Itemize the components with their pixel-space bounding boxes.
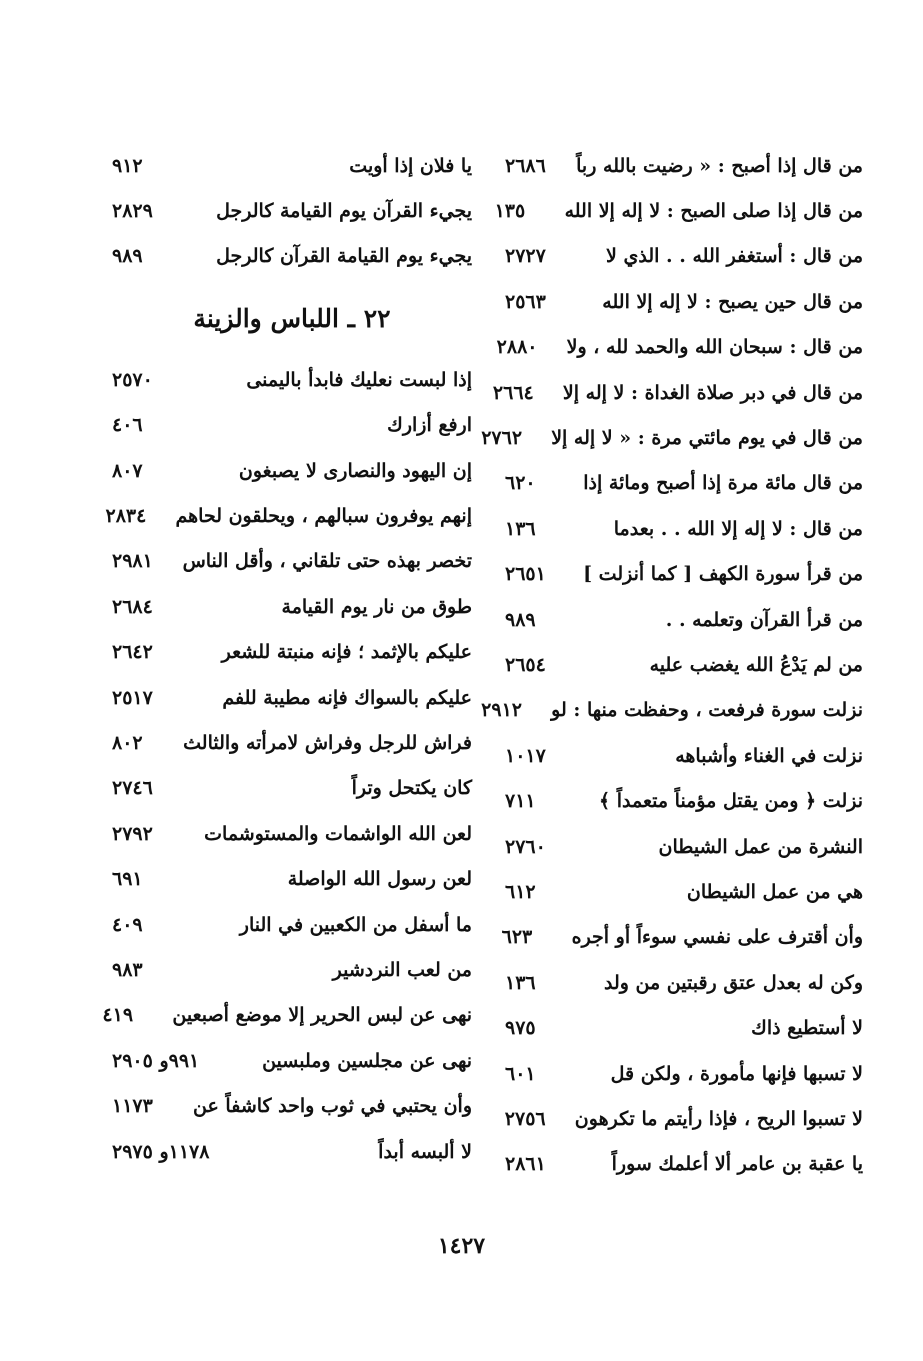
entry-number: ٩٧٥ [505,1017,536,1040]
index-entry [505,733,863,778]
index-entry [505,552,863,597]
entry-text: من قال : سبحان الله والحمد لله ، ولا [566,336,863,359]
entry-number: ١١٧٣ [112,1095,153,1118]
index-entry [112,1038,472,1083]
entry-text: من قال في يوم مائتي مرة : « لا إله إلا [551,427,863,450]
entry-text: إذا لبست نعليك فابدأ باليمنى [246,368,472,391]
entry-text: من قال إذا صلى الصبح : لا إله إلا الله [564,200,863,223]
entry-text: وأن يحتبي في ثوب واحد كاشفاً عن [193,1095,472,1118]
entry-text: يا فلان إذا أويت [349,154,472,177]
entry-number: ١٣٥ [494,200,526,223]
entry-number: ٢٨٦١ [505,1153,546,1176]
entry-number: ٢٦٥٤ [505,653,546,676]
index-entry [505,642,863,687]
entry-text: نزلت ﴿ ومن يقتل مؤمناً متعمداً ﴾ [598,790,863,813]
index-entry [112,947,472,992]
index-entry [112,188,472,233]
left-column-top [112,143,472,279]
entry-number: ٦٩١ [112,868,143,891]
index-entry [112,357,472,402]
index-entry [494,188,863,233]
entry-text: يجيء يوم القيامة القرآن كالرجل [216,245,472,268]
entry-number: ٢٨٢٩ [112,200,153,223]
section-heading: ٢٢ ـ اللباس والزينة [193,303,391,333]
index-entry [505,143,863,188]
index-entry [496,325,863,370]
index-entry [112,584,472,629]
entry-number: ١٠١٧ [505,744,546,767]
entry-text: وأن أقترف على نفسي سوءاً أو أجره [571,926,863,949]
entry-number: ٢٩٨١ [112,550,153,573]
entry-number: ٢٦٦٤ [492,381,534,404]
index-entry [505,869,863,914]
page-number: ١٤٢٧ [437,1233,486,1259]
entry-text: لعن الله الواشمات والمستوشمات [204,822,472,845]
index-entry [112,143,472,188]
entry-text: طوق من نار يوم القيامة [281,595,472,618]
entry-text: فراش للرجل وفراش لامرأته والثالث [183,731,472,754]
index-entry [492,370,863,415]
entry-number: ٢٦٤٢ [112,641,153,664]
entry-text: من لعب النردشير [332,958,472,981]
entry-text: النشرة من عمل الشيطان [658,835,863,858]
entry-text: لا تسبوا الريح ، فإذا رأيتم ما تكرهون [574,1107,863,1130]
entry-number: ٢٧٦٢ [481,427,523,450]
entry-number: ٢٦٨٤ [112,595,153,618]
index-entry [112,902,472,947]
entry-text: إنهم يوفرون سبالهم ، ويحلقون لحاهم [175,505,472,528]
entry-number: ٤١٩ [102,1004,134,1027]
entry-number: ٦١٢ [505,880,536,903]
entry-text: نزلت سورة فرفعت ، وحفظت منها : لو [551,699,863,722]
left-column-bottom [102,357,472,1174]
entry-number: ٩٨٩ [112,245,143,268]
entry-text: تخصر بهذه حتى تلقاني ، وأقل الناس [182,550,472,573]
entry-number: ٩١٢ [112,154,143,177]
index-entry [505,1051,863,1096]
entry-number: ٢٧٦٠ [505,835,546,858]
index-entry [102,993,472,1038]
entry-text: لا أستطيع ذاك [751,1017,863,1040]
index-column-left [102,143,472,1174]
index-entry [505,461,863,506]
index-entry [112,539,472,584]
index-entry [505,506,863,551]
index-entry [501,915,863,960]
entry-text: من قال إذا أصبح : « رضيت بالله رباً [576,154,863,177]
entry-text: من لم يَدْعُ الله يغضب عليه [649,653,863,676]
entry-number: ٢٨٨٠ [496,336,538,359]
entry-text: وكن له بعدل عتق رقبتين من ولد [604,971,863,994]
index-entry [112,856,472,901]
entry-number: ٢٥٧٠ [112,368,153,391]
entry-text: لعن رسول الله الواصلة [287,868,472,891]
entry-number: ٧١١ [505,790,536,813]
entry-number: ٩٨٩ [505,608,536,631]
index-entry [112,403,472,448]
entry-text: من قرأ سورة الكهف [ كما أنزلت ] [583,563,863,586]
index-entry [505,1005,863,1050]
index-entry [505,597,863,642]
index-entry [112,720,472,765]
index-entry [505,824,863,869]
index-entry [481,688,863,733]
entry-number: ٤٠٩ [112,913,143,936]
index-entry [112,766,472,811]
entry-number: ٦٢٣ [501,926,533,949]
entry-number: ٢٦٨٦ [505,154,546,177]
entry-text: عليكم بالإثمد ؛ فإنه منبتة للشعر [221,641,472,664]
entry-number: ١٣٦ [505,517,536,540]
entry-number: ٢٧٥٦ [504,1107,546,1130]
index-entry [112,234,472,279]
index-entry [505,960,863,1005]
entry-number: ٢٧٤٦ [112,777,153,800]
index-entry [112,811,472,856]
index-entry [505,234,863,279]
index-entry [112,1083,472,1128]
entry-number: ٢٥١٧ [112,686,153,709]
entry-text: نهى عن مجلسين وملبسين [262,1049,472,1072]
entry-text: من قرأ القرآن وتعلمه . . [665,608,863,631]
index-entry [505,279,863,324]
entry-number: ٦٠١ [505,1062,536,1085]
entry-text: نزلت في الغناء وأشباهه [675,744,863,767]
entry-text: يجيء القرآن يوم القيامة كالرجل [216,200,472,223]
entry-text: من قال مائة مرة إذا أصبح ومائة إذا [583,472,863,495]
entry-number: ٢٧٢٧ [505,245,546,268]
entry-number: ٢٦٥١ [505,563,546,586]
index-entry [112,448,472,493]
index-entry [105,493,472,538]
entry-text: هي من عمل الشيطان [686,880,863,903]
entry-text: من قال حين يصبح : لا إله إلا الله [602,290,863,313]
entry-text: لا تسبها فإنها مأمورة ، ولكن قل [610,1062,863,1085]
index-entry [112,675,472,720]
index-entry [112,1129,472,1174]
entry-text: ارفع أزارك [387,414,472,437]
entry-number: ٨٠٧ [112,459,143,482]
entry-number: ٨٠٢ [112,731,143,754]
entry-number: ١٣٦ [505,971,536,994]
index-entry [505,1142,863,1187]
entry-text: نهى عن لبس الحرير إلا موضع أصبعين [172,1004,472,1027]
entry-text: كان يكتحل وتراً [351,777,472,800]
entry-number: ٢٧٩٢ [112,822,153,845]
entry-number: ١١٧٨و ٢٩٧٥ [112,1140,210,1163]
entry-text: عليكم بالسواك فإنه مطيبة للفم [222,686,472,709]
entry-text: إن اليهود والنصارى لا يصبغون [238,459,472,482]
entry-text: من قال في دبر صلاة الغداة : لا إله إلا [562,381,863,404]
index-entry [481,415,863,460]
entry-number: ٦٢٠ [505,472,536,495]
entry-text: من قال : أستغفر الله . . الذي لا [606,245,863,268]
index-column-right [481,143,863,1187]
entry-text: ما أسفل من الكعبين في النار [239,913,472,936]
index-entry [112,630,472,675]
index-entry [505,1096,863,1141]
entry-text: من قال : لا إله إلا الله . . بعدما [613,517,863,540]
entry-number: ٤٠٦ [112,414,143,437]
entry-text: لا ألبسه أبداً [378,1140,472,1163]
entry-text: يا عقبة بن عامر ألا أعلمك سوراً [611,1153,863,1176]
entry-number: ٢٩١٢ [481,699,522,722]
entry-number: ٩٨٣ [112,958,143,981]
entry-number: ٩٩١و ٢٩٠٥ [112,1049,200,1072]
entry-number: ٢٨٣٤ [105,505,147,528]
entry-number: ٢٥٦٣ [505,290,546,313]
index-entry [505,778,863,823]
